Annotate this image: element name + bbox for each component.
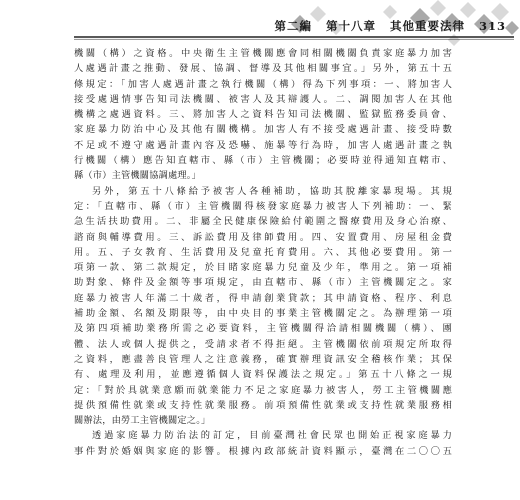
body-text	[74, 46, 452, 459]
text-line: 縣（市）主管機關協調處理。」	[74, 170, 201, 182]
text-line: 補助金額、名額及期限等，由中央目的事業主管機關定之。為辦理第一項	[74, 308, 452, 320]
header-rule	[74, 36, 514, 40]
text-line: 有、處理及利用，並應遵循個人資料保護法之規定。」第五十八條之一規	[74, 369, 452, 381]
text-line: 之資料，應盡善良管理人之注意義務，確實辦理資訊安全稽核作業；其保	[74, 353, 452, 365]
text-line: 定：「直轄市、縣（市）主管機關得核發家庭暴力被害人下列補助：一、緊	[74, 200, 452, 212]
text-line: 家庭暴力防治中心及其他有關機構。加害人有不接受處遇計畫、接受時數	[74, 124, 452, 136]
text-line: 透過家庭暴力防治法的訂定，目前臺灣社會民眾也開始正視家庭暴力	[92, 430, 452, 442]
running-header	[250, 16, 506, 36]
diamond-shape	[505, 21, 519, 35]
text-line: 庭暴力被害人年滿二十歲者，得申請創業貸款；其申請資格、程序、利息	[74, 292, 452, 304]
text-line: 定：「對於具就業意願而就業能力不足之家庭暴力被害人，勞工主管機關應	[74, 384, 452, 396]
text-line: 諮商與輔導費用。三、訴訟費用及律師費用。四、安置費用、房屋租金費	[74, 231, 452, 243]
text-line: 機構之處遇資料。三、將加害人之資料告知司法機關、監獄監務委員會、	[74, 109, 452, 121]
text-line: 接受處遇情事告知司法機關、被害人及其辯護人。二、調閱加害人在其他	[74, 93, 452, 105]
text-line: 行機關（構）應告知直轄市、縣（市）主管機關；必要時並得通知直轄市、	[74, 155, 452, 167]
header-chapter: 第十八章	[325, 19, 376, 33]
header-part: 第二編	[274, 19, 312, 33]
text-line: 急生活扶助費用。二、非屬全民健康保險給付範圍之醫療費用及身心治療、	[74, 216, 452, 228]
text-line: 條規定：「加害人處遇計畫之執行機關（構）得為下列事項：一、將加害人	[74, 78, 452, 90]
header-chapter-title: 其他重要法律	[389, 19, 465, 33]
text-line: 關辦法，由勞工主管機關定之。」	[74, 415, 211, 427]
header-page-number: 313	[478, 19, 506, 33]
text-line: 體、法人或個人提供之，受請求者不得拒絕。主管機關依前項規定所取得	[74, 338, 452, 350]
text-line: 提供預備性就業或支持性就業服務。前項預備性就業或支持性就業服務相	[74, 399, 452, 411]
text-line: 機關（構）之資格。中央衛生主管機關應會同相關機關負責家庭暴力加害	[74, 48, 452, 59]
text-line: 另外，第五十八條給予被害人各種補助，協助其脫離家暴現場。其規	[92, 185, 452, 197]
text-line: 人處遇計畫之推動、發展、協調、督導及其他相關事宜。」另外，第五十五	[74, 63, 452, 75]
text-line: 助對象、條件及金額等事項規定，由直轄市、縣（市）主管機關定之。家	[74, 277, 452, 289]
text-line: 用。五、子女教育、生活費用及兒童托育費用。六、其他必要費用。第一	[74, 246, 452, 258]
diamond-shape	[430, 0, 446, 16]
text-line: 事件對於婚姻與家庭的影響。根據內政部統計資料顯示，臺灣在二〇〇五	[74, 445, 452, 457]
text-line: 項第一款、第二款規定，於目睹家庭暴力兒童及少年，準用之。第一項補	[74, 262, 452, 274]
text-line: 及第四項補助業務所需之必要資料，主管機關得洽請相關機關（構）、團	[74, 323, 452, 335]
text-line: 不足或不遵守處遇計畫內容及恐嚇、施暴等行為時，加害人處遇計畫之執	[74, 139, 452, 151]
